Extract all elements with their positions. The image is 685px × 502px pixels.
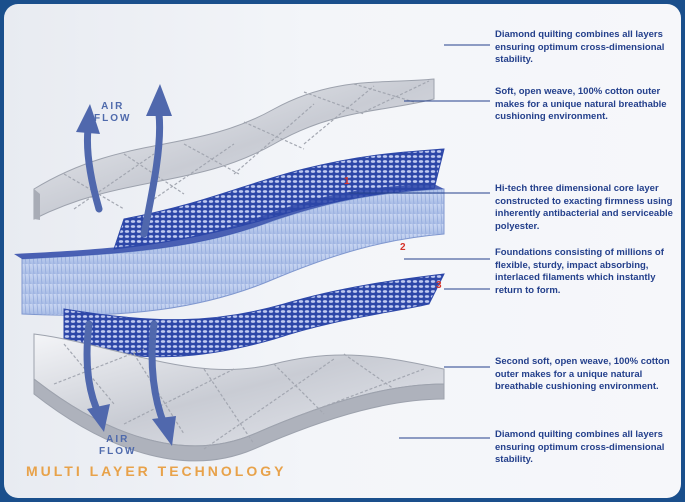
callout-diamond-quilting-top: Diamond quilting combines all layers ensuring optimum cross-dimensional stability. [495, 29, 665, 65]
callout-second-cotton-outer: Second soft, open weave, 100% cotton outer makes for a unique natural breathable cushioning environment. [495, 356, 670, 392]
airflow-bottom-line2: FLOW [99, 446, 137, 457]
layer-number-2: 2 [400, 242, 406, 253]
airflow-top-line2: FLOW [94, 113, 132, 124]
diagram-frame [4, 4, 681, 498]
airflow-bottom-line1: AIR [106, 434, 130, 445]
callout-diamond-quilting-bottom: Diamond quilting combines all layers ensuring optimum cross-dimensional stability. [495, 429, 665, 465]
callout-cotton-outer: Soft, open weave, 100% cotton outer makes for a unique natural breathable cushioning environment. [495, 86, 667, 122]
callout-core-layer: Hi-tech three dimensional core layer constructed to exacting firmness using inherently antibacterial and serviceable polyester. [495, 183, 673, 232]
layer-number-1: 1 [344, 176, 350, 187]
airflow-label-top [94, 101, 131, 125]
callout-foundations: Foundations consisting of millions of flexible, sturdy, impact absorbing, interlaced filaments which instantly return to form. [495, 247, 664, 296]
airflow-top-line1: AIR [101, 101, 125, 112]
airflow-label-bottom [99, 434, 136, 458]
banner-title: MULTI LAYER TECHNOLOGY [26, 463, 287, 479]
layer-number-3: 3 [436, 280, 442, 291]
